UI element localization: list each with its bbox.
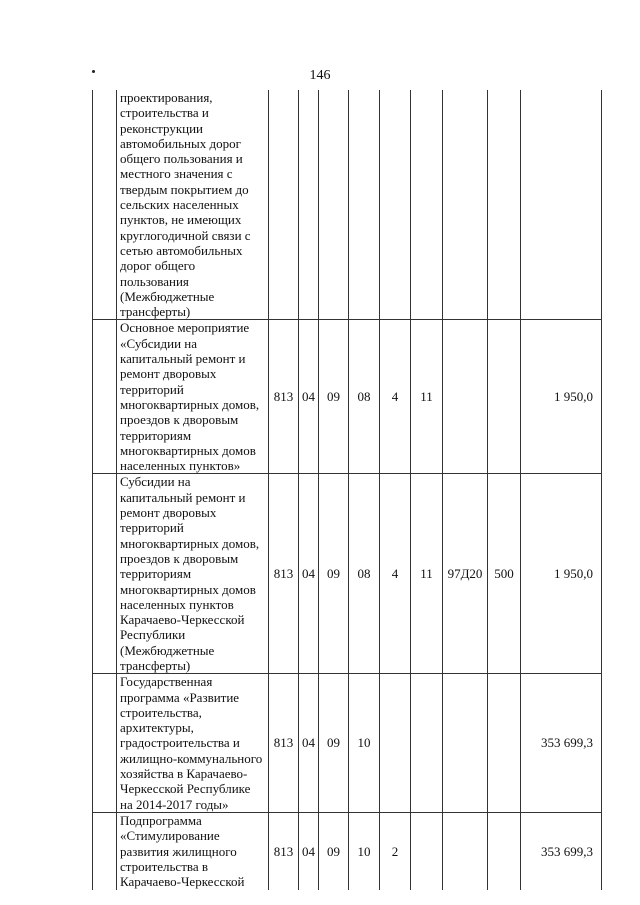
pp-cell: 4 bbox=[380, 320, 411, 474]
expense-type-cell bbox=[488, 320, 521, 474]
om-cell bbox=[411, 812, 443, 890]
expense-type-cell bbox=[488, 90, 521, 320]
expense-type-cell bbox=[488, 812, 521, 890]
sum-cell bbox=[521, 90, 602, 320]
sum-cell: 1 950,0 bbox=[521, 474, 602, 674]
pr-cell: 09 bbox=[319, 812, 349, 890]
item-name-cell: Подпрограмма «Стимулирование развития жилищного строительства в Карачаево-Черкесской bbox=[117, 812, 269, 890]
num-cell bbox=[93, 320, 117, 474]
num-cell bbox=[93, 812, 117, 890]
item-name-cell: Государственная программа «Развитие строительства, архитектуры, градостроительства и жилищно-коммунального хозяйства в Карачаево- Черкесской Республике на 2014-2017 годы» bbox=[117, 674, 269, 813]
ved-cell: 813 bbox=[269, 320, 299, 474]
pr-cell: 09 bbox=[319, 320, 349, 474]
sum-cell: 353 699,3 bbox=[521, 674, 602, 813]
table-row bbox=[93, 320, 602, 474]
pp-cell: 2 bbox=[380, 812, 411, 890]
direction-cell bbox=[443, 320, 488, 474]
om-cell bbox=[411, 674, 443, 813]
gp-cell bbox=[349, 90, 380, 320]
rz-cell: 04 bbox=[299, 474, 319, 674]
direction-cell: 97Д20 bbox=[443, 474, 488, 674]
pr-cell: 09 bbox=[319, 474, 349, 674]
num-cell bbox=[93, 674, 117, 813]
direction-cell bbox=[443, 812, 488, 890]
pp-cell bbox=[380, 674, 411, 813]
gp-cell: 08 bbox=[349, 320, 380, 474]
budget-table bbox=[92, 90, 602, 890]
rz-cell: 04 bbox=[299, 812, 319, 890]
direction-cell bbox=[443, 90, 488, 320]
table-row bbox=[93, 474, 602, 674]
expense-type-cell bbox=[488, 674, 521, 813]
om-cell bbox=[411, 90, 443, 320]
pp-cell: 4 bbox=[380, 474, 411, 674]
ved-cell: 813 bbox=[269, 674, 299, 813]
item-name-cell: Субсидии на капитальный ремонт и ремонт дворовых территорий многоквартирных домов, проездов к дворовым территориям многоквартирных домов населенных пунктов Карачаево-Черкесской Республики (Межбюджетные трансферты) bbox=[117, 474, 269, 674]
rz-cell: 04 bbox=[299, 320, 319, 474]
gp-cell: 10 bbox=[349, 674, 380, 813]
gp-cell: 10 bbox=[349, 812, 380, 890]
ved-cell bbox=[269, 90, 299, 320]
om-cell: 11 bbox=[411, 474, 443, 674]
pr-cell bbox=[319, 90, 349, 320]
num-cell bbox=[93, 90, 117, 320]
table-row bbox=[93, 812, 602, 890]
direction-cell bbox=[443, 674, 488, 813]
page-number: 146 bbox=[309, 68, 331, 83]
item-name-cell: Основное мероприятие «Субсидии на капитальный ремонт и ремонт дворовых территорий многоквартирных домов, проездов к дворовым территориям многоквартирных домов населенных пунктов» bbox=[117, 320, 269, 474]
rz-cell: 04 bbox=[299, 674, 319, 813]
ved-cell: 813 bbox=[269, 812, 299, 890]
table-row bbox=[93, 674, 602, 813]
ved-cell: 813 bbox=[269, 474, 299, 674]
pp-cell bbox=[380, 90, 411, 320]
num-cell bbox=[93, 474, 117, 674]
item-name-cell: проектирования, строительства и реконструкции автомобильных дорог общего пользования и местного значения с твердым покрытием до сельских населенных пунктов, не имеющих круглогодичной связи с сетью автомобильных дорог общего пользования (Межбюджетные трансферты) bbox=[117, 90, 269, 320]
pr-cell: 09 bbox=[319, 674, 349, 813]
sum-cell: 353 699,3 bbox=[521, 812, 602, 890]
om-cell: 11 bbox=[411, 320, 443, 474]
expense-type-cell: 500 bbox=[488, 474, 521, 674]
rz-cell bbox=[299, 90, 319, 320]
table-row bbox=[93, 90, 602, 320]
gp-cell: 08 bbox=[349, 474, 380, 674]
sum-cell: 1 950,0 bbox=[521, 320, 602, 474]
